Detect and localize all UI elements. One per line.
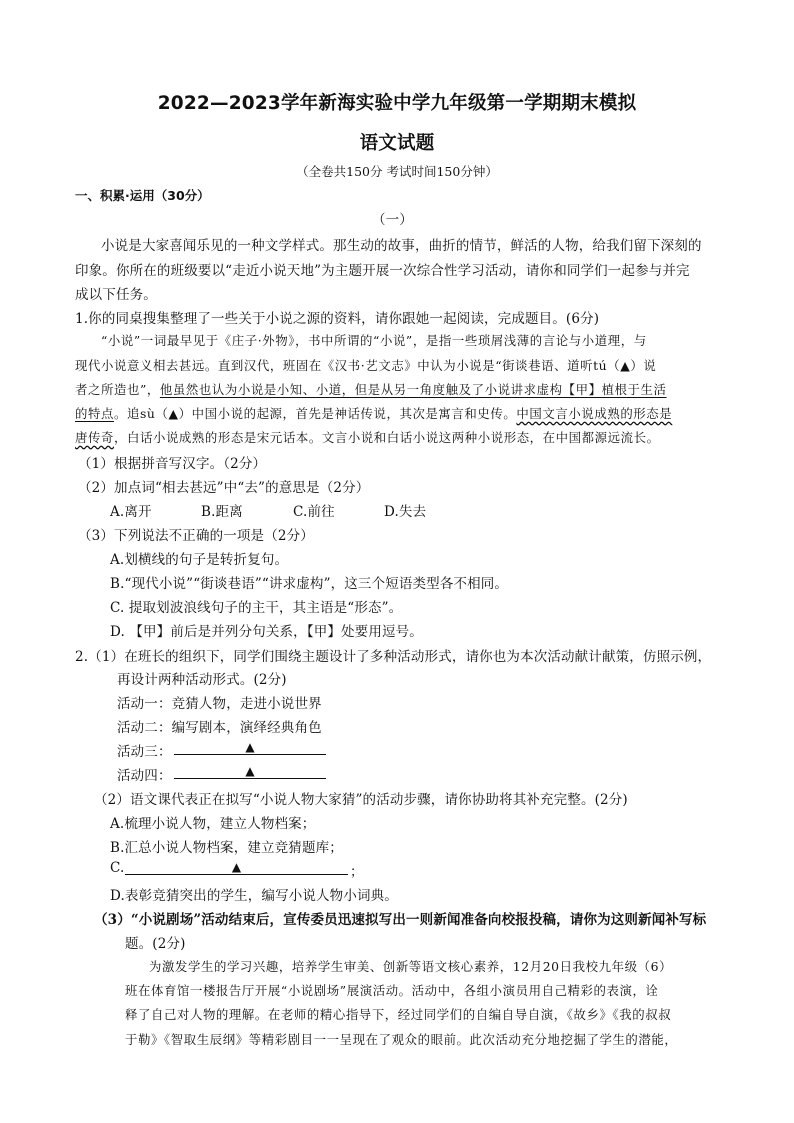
choice-d: D. 【甲】前后是并列分句关系，【甲】处要用逗号。 xyxy=(110,624,423,640)
question-2-sub-2: （2）语文课代表正在拟写“小说人物大家猜”的活动步骤，请你协助将其补充完整。(2分) xyxy=(94,792,628,808)
intro-line-1: 小说是大家喜闻乐见的一种文学样式。那生动的故事，曲折的情节，鲜活的人物，给我们留下深刻的 xyxy=(101,238,702,254)
exam-info: （全卷共150分 考试时间150分钟） xyxy=(296,164,498,179)
step-c-blank[interactable] xyxy=(125,859,348,875)
question-2-sub-1-line-2: 再设计两种活动形式。(2分) xyxy=(117,672,287,688)
passage-line-3-plain: 者之所造也”， xyxy=(75,382,160,397)
question-1-stem: 1.你的同桌搜集整理了一些关于小说之源的资料，请你跟她一起阅读，完成题目。(6分) xyxy=(75,311,600,327)
news-line-3: 释了自己对人物的理解。在老师的精心指导下，经过同学们的自编自导自演，《故乡》《我的叔叔 xyxy=(125,1007,672,1022)
question-2-sub-1-line-1: 2.（1）在班长的组织下，同学们围绕主题设计了多种活动形式，请你也为本次活动献计献策，仿照示例， xyxy=(75,649,712,665)
activity-2: 活动二：编写剧本，演绎经典角色 xyxy=(117,720,322,736)
news-line-2: 班在体育馆一楼报告厅开展“小说剧场”展演活动。活动中，各组小演员用自己精彩的表演，诠 xyxy=(125,983,659,998)
part-label: （一） xyxy=(372,212,413,228)
activity-3-blank[interactable] xyxy=(174,739,326,755)
triangle-marker: ▲ xyxy=(245,740,255,754)
activity-4-blank[interactable] xyxy=(174,763,326,779)
activity-1: 活动一：竞猜人物，走进小说世界 xyxy=(117,696,322,712)
step-c-label: C. xyxy=(110,860,125,876)
step-d: D.表彰竞猜突出的学生，编写小说人物小词典。 xyxy=(110,888,398,904)
option-d: D.失去 xyxy=(384,504,427,520)
underlined-sentence-part-1: 他虽然也认为小说是小知、小道，但是从另一角度触及了小说讲求虚构【甲】植根于生活 xyxy=(159,382,667,397)
question-2-sub-3-line-2: 题。(2分) xyxy=(125,936,186,952)
passage-line-1: “小说”一词最早见于《庄子·外物》，书中所谓的“小说”，是指一些琐屑浅薄的言论与小道理，与 xyxy=(101,333,647,348)
passage-line-5 xyxy=(75,428,660,446)
exam-title: 2022—2023学年新海实验中学九年级第一学期期末模拟 xyxy=(157,93,637,114)
step-b: B.汇总小说人物档案，建立竞猜题库； xyxy=(110,840,343,856)
activity-3-label: 活动三： xyxy=(117,744,172,760)
choice-c: C. 提取划波浪线句子的主干，其主语是“形态”。 xyxy=(110,600,403,616)
step-c-end: ； xyxy=(350,864,364,880)
triangle-marker: ▲ xyxy=(231,860,242,874)
choice-b: B.“现代小说”“街谈巷语”“讲求虚构”，这三个短语类型各不相同。 xyxy=(110,576,509,592)
passage-line-4 xyxy=(75,404,672,422)
section-heading: 一、积累·运用（30分） xyxy=(75,188,210,203)
passage-line-5-plain: ，白话小说成熟的形态是宋元话本。文言小说和白话小说这两种小说形态，在中国都源远流长。 xyxy=(113,430,660,445)
passage-line-3 xyxy=(75,380,667,398)
question-1-sub-2: （2）加点词“相去甚远”中“去”的意思是（2分） xyxy=(78,480,370,496)
intro-line-2: 印象。你所在的班级要以“走近小说天地”为主题开展一次综合性学习活动，请你和同学们一起参与并完 xyxy=(75,263,690,279)
exam-subtitle: 语文试题 xyxy=(359,133,435,154)
option-b: B.距离 xyxy=(201,504,243,520)
step-a: A.梳理小说人物，建立人物档案； xyxy=(110,816,316,832)
choice-a: A.划横线的句子是转折复句。 xyxy=(110,552,289,568)
underlined-sentence-part-2: 的特点 xyxy=(75,406,114,421)
news-line-4: 于勒》《智取生辰纲》等精彩剧目一一呈现在了观众的眼前。此次活动充分地挖掘了学生的潜能， xyxy=(125,1032,678,1047)
intro-line-3: 成以下任务。 xyxy=(75,287,157,303)
activity-4-label: 活动四： xyxy=(117,768,172,784)
question-2-sub-3-line-1: （3）“小说剧场”活动结束后，宣传委员迅速拟写出一则新闻准备向校报投稿，请你为这则新闻补写标 xyxy=(94,912,707,928)
wavy-sentence-part-2: 唐传奇 xyxy=(75,430,114,445)
passage-line-4-plain: 。追sù（▲）中国小说的起源，首先是神话传说，其次是寓言和史传。 xyxy=(113,406,517,421)
option-c: C.前往 xyxy=(293,504,335,520)
wavy-sentence-part-1: 中国文言小说成熟的形态是 xyxy=(516,406,673,421)
question-1-sub-3: （3）下列说法不正确的一项是（2分） xyxy=(78,528,314,544)
question-1-sub-1: （1）根据拼音写汉字。（2分） xyxy=(78,456,267,472)
passage-line-2: 现代小说意义相去甚远。直到汉代，班固在《汉书·艺文志》中认为小说是“街谈巷语、道听tú（▲）说 xyxy=(75,358,657,373)
triangle-marker: ▲ xyxy=(245,764,255,778)
news-line-1: 为激发学生的学习兴趣，培养学生审美、创新等语文核心素养，12月20日我校九年级（6） xyxy=(149,959,673,974)
option-a: A.离开 xyxy=(110,504,152,520)
